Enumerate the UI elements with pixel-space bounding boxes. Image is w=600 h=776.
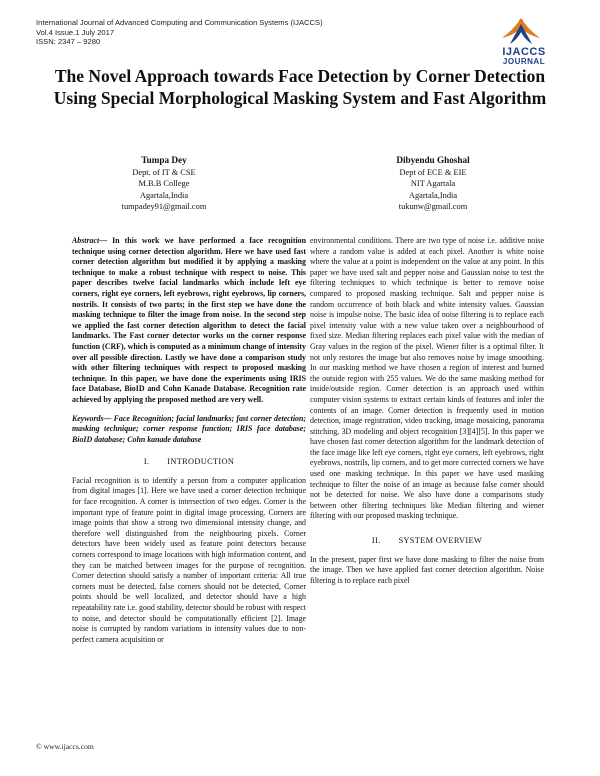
page-footer: © www.ijaccs.com (36, 742, 94, 751)
logo-text-sub: JOURNAL (502, 57, 546, 66)
journal-volume: Vol.4 Issue.1 July 2017 (36, 27, 115, 37)
author-dept: Dept. of IT & CSE (132, 168, 196, 178)
right-column (310, 236, 544, 586)
paper-title: The Novel Approach towards Face Detection by Corner Detection Using Special Morphological Masking System and Fast Algorithm (53, 66, 547, 108)
logo-emblem-icon (480, 16, 562, 50)
abstract-label: Abstract (72, 236, 100, 245)
section-number: I. (143, 457, 150, 467)
author-email: tumpadey91@gmail.com (121, 201, 207, 211)
keywords: Keywords— Face Recognition; facial landmarks; fast corner detection; masking technique; corner response function; IRIS face database; BioID database; Cohn kanade database (72, 413, 306, 444)
section-title: INTRODUCTION (167, 457, 235, 467)
section-number: II. (371, 536, 381, 546)
logo-text-main: IJACCS (502, 46, 546, 58)
section-title: SYSTEM OVERVIEW (398, 536, 483, 546)
author-name: Dibyendu Ghoshal (396, 155, 470, 165)
abstract-text: — In this work we have performed a face recognition technique using corner detection algorithm. Here we have used fast corner detection algorithm but modified it by applying a masking technique to make a robust technique with respect to noise. This paper describes twelve facial landmarks which include left eye corners, right eye corners, left eyebrows, right eyebrows, lip corners, nostrils. It consists of two parts; in the first step we have done the masking technique to filter the image from noise. In the second step we applied the fast corner detection algorithm to detect the facial landmarks. The Fast corner detector works on the corner response function (CRF), which is computed as a minimum change of intensity over all possible direction. Lastly we have done a comparison study with other filtering techniques with respect to proposed masking technique. In this paper, we have done the experiments using IRIS face Database, BioID and Cohn Kanade Database. Recognition rate achieved by applying the proposed method are very well. (72, 236, 306, 404)
author-block (333, 155, 533, 212)
section-heading (310, 536, 544, 547)
author-name: Tumpa Dey (141, 155, 187, 165)
author-location: Agartala,India (139, 190, 189, 200)
section-body: Facial recognition is to identify a person from a computer application from digital images [1]. Here we have used a corner detection technique for face recognition. A corner is intersection of two edges. Corner is the important type of feature point in digital image processing. Corners are image points that show a strong two dimensional intensity change, and therefore well distinguished from the neighbouring pixels. Corner detectors have been widely used as feature point detectors because corners correspond to image locations with high information content, and they can be matched between images for the purpose of recognition. Corner detection should satisfy a number of important criteria: All true corners must be detected, false corners should not be detected, Corner points should be well localized, and detector should have a high repeatability rate i.e. good stability, detector should be robust with respect to noise, and detector should be computationally efficient [2]. Image noise is corrupted by random variations in intensity values due to non-perfect camera acquisition or (72, 475, 306, 644)
author-email: tukunw@gmail.com (398, 201, 468, 211)
journal-header (36, 18, 323, 47)
author-dept: Dept of ECE & EIE (399, 168, 467, 178)
author-block (64, 155, 264, 212)
author-institution: M.B.B College (138, 179, 190, 189)
author-institution: NIT Agartala (410, 179, 456, 189)
logo-text (494, 48, 554, 66)
abstract (72, 236, 306, 406)
left-column (72, 236, 306, 645)
journal-name: International Journal of Advanced Computing and Communication Systems (IJACCS) (36, 18, 323, 27)
author-location: Agartala,India (408, 190, 458, 200)
journal-logo (480, 16, 562, 68)
section-heading (72, 457, 306, 468)
section-body: environmental conditions. There are two type of noise i.e. additive noise where a random value is added at each pixel. Another is white noise where the value at a point is independent on the value at any point. In this paper we have used salt and pepper noise and Gaussian noise to test the filtering techniques to which technique is better to remove noise compared to proposed masking technique. Salt and pepper noise is random occurrence of both black and white intensity values. Gaussian noise is impulse noise. The basic idea of noise filtering is to replace each pixel intensity value with a new value taken over a neighbourhood of fixed size. Median filtering replaces each pixel value with the median of Gray values in the region of the pixel. Wiener filter is a optimal filter. It not only restores the image but also removes noise by image smoothing. In our masking method we have chosen a region of interest and burned the outside region with 255 values. We do the same masking method for inside/outside region. Corner detection is an approach used within computer vision systems to extract certain kinds of features and infer the contents of an image. Corner detection is frequently used in motion detection, image registration, video tracking, image mosaicing, panorama stitching, 3D modeling and object recognition [3][4][5]. In this paper we have chosen fast corner detection algorithm for the landmark detection of the face image like left eye corners, right eye corners, left eyebrows, right eyebrows, nostrils, lip corners, and to get more corrected corners we have used one masking technique. In this paper we have used masking technique to filter the noise of an image as because false corner should not be detected for noise. We also have done a comparisons study between other filtering techniques like Median filtering and wiener filtering with our proposed masking technique. (310, 236, 544, 521)
journal-issn: ISSN: 2347 – 9280 (36, 37, 101, 47)
section-body: In the present, paper first we have done masking to filter the noise from the image. Then we have applied fast corner detection algorithm. Noise filtering is to replace each pixel (310, 554, 544, 585)
